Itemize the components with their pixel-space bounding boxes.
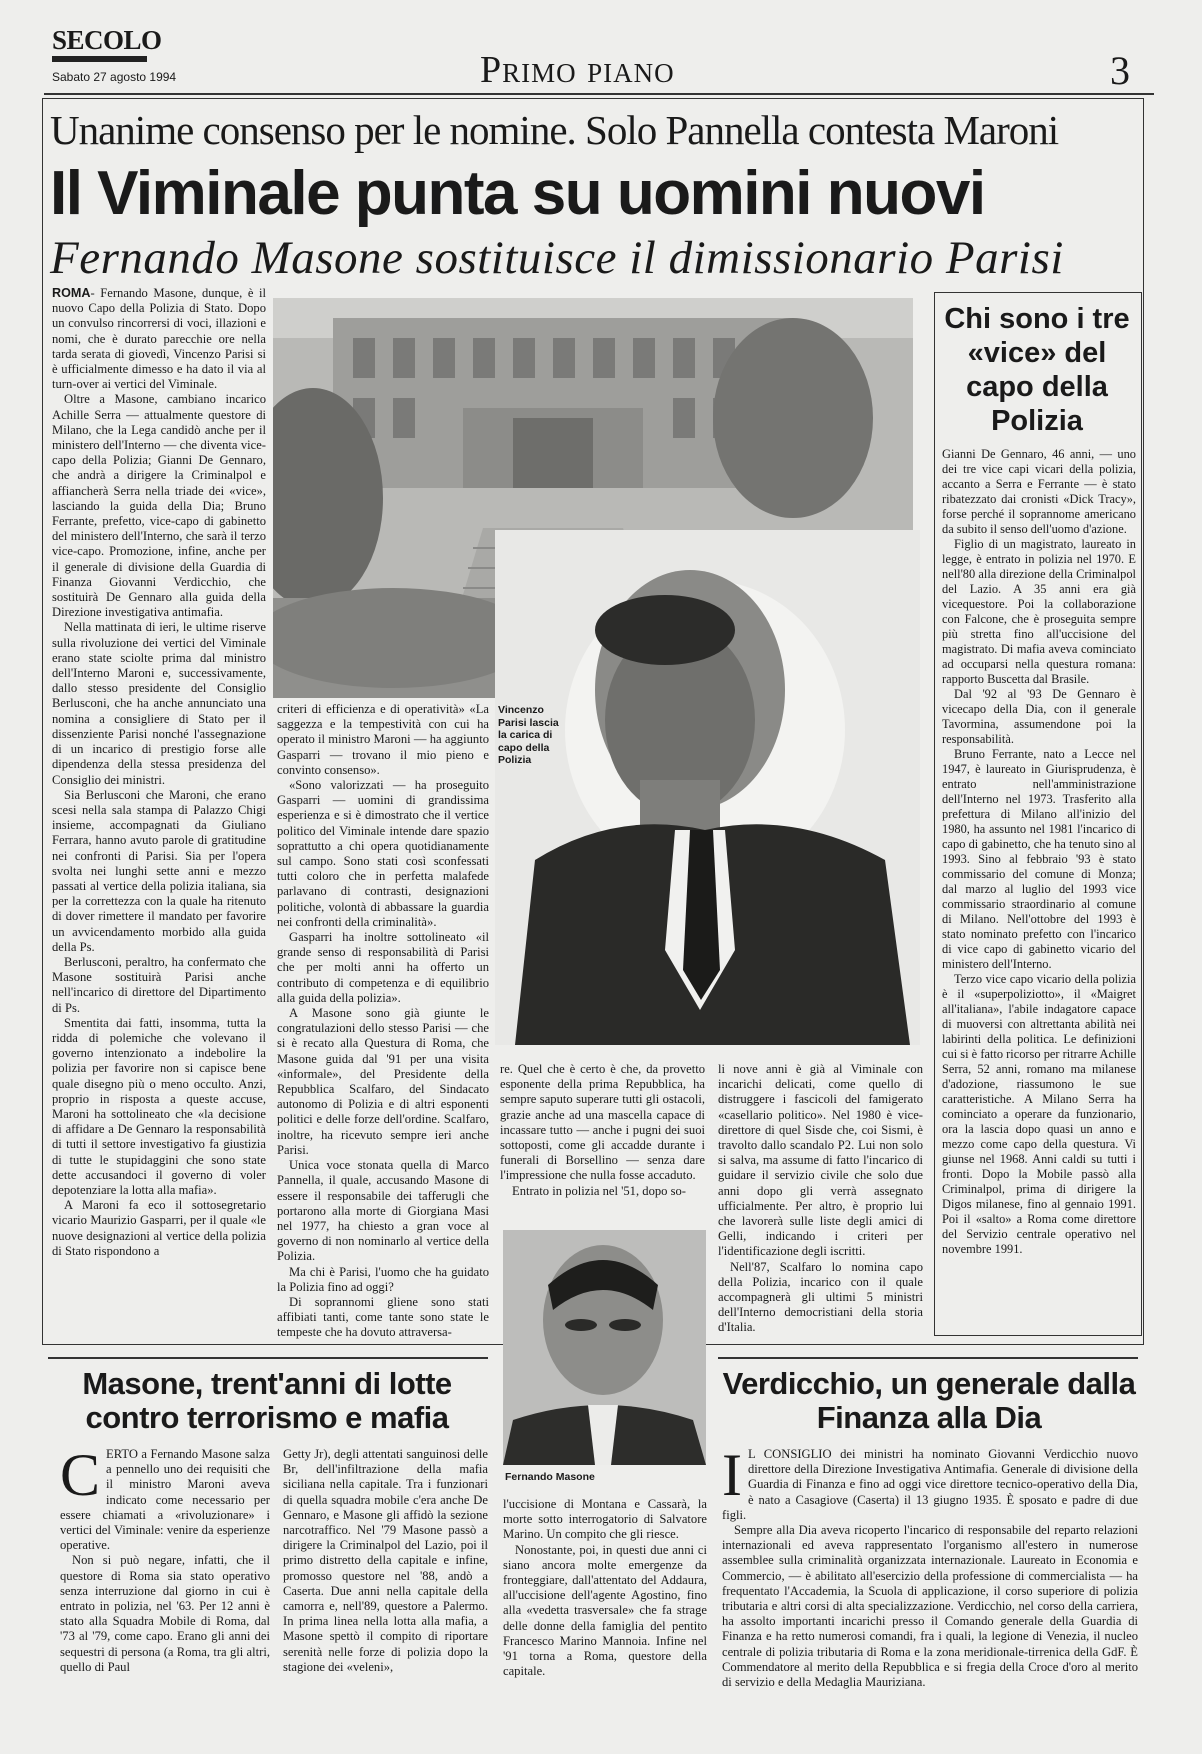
masone-col-2 — [283, 1447, 488, 1737]
main-col-3 — [500, 1062, 705, 1228]
page-number: 3 — [1110, 48, 1130, 93]
main-col1-para: Berlusconi, peraltro, ha confermato che Masone sostituirà Parisi anche nell'incarico di direttore del Dipartimento di Ps. — [52, 954, 266, 1015]
masone-photo-caption: Fernando Masone — [505, 1471, 595, 1483]
verdicchio-para: Sempre alla Dia aveva ricoperto l'incarico di responsabile del reparto relazioni internazionali ed aveva rappresentato l'organismo all'estero in numerose assemblee sulla criminalità organizzata internazionale. Laureato in Economia e Commercio, — è abilitato all'esercizio della professione di commercialista — ha frequentato l'Accademia, la Scuola di applicazione, il corso superiore di polizia tributaria e altri corsi di alta specializzazione. Verdicchio, nel corso della carriera, ha assolto importanti incarichi presso il Comando generale della Guardia di Finanza e ha retto numerosi comandi, fra i quali, la legione di Venezia, il nucleo centrale di polizia tributaria di Roma e la zona meridionale-tirrenica della GdF. È Commendatore al merito della Repubblica e si fregia della Croce d'oro al merito di servizio e della Medaglia Mauriziana. — [722, 1523, 1138, 1690]
verdicchio-divider — [718, 1357, 1138, 1359]
headline: Il Viminale punta su uomini nuovi — [50, 159, 985, 228]
issue-date: Sabato 27 agosto 1994 — [52, 70, 177, 84]
main-col3-para: re. Quel che è certo è che, da provetto esponente della prima Repubblica, ha sempre saputo superare tutti gli ostacoli, grazie anche ad una mascella capace di incassare tutto — anche i pugni dei suoi sottoposti, come gli accadde durante i funerali di Borsellino — senza dare l'impressione che nulla fosse accaduto. — [500, 1062, 705, 1183]
portrait-illustration — [495, 530, 920, 1045]
masone-col-3 — [503, 1497, 707, 1737]
verdicchio-article-title: Verdicchio, un generale dalla Finanza alla Dia — [722, 1366, 1136, 1435]
section-divider — [48, 1357, 488, 1359]
sidebar-para: Gianni De Gennaro, 46 anni, — uno dei tre vice capi vicari della polizia, accanto a Serra e Ferrante — è stato ribatezzato dai cronisti «Dick Tracy», forse perché il soprannome americano da subito il senso dell'uomo d'azione. — [942, 447, 1136, 536]
main-col2-para: Unica voce stonata quella di Marco Pannella, il quale, accusando Masone di essere il responsabile dei tafferugli che portarono alla morte di Giorgiana Masi nel 1977, ha chiesto a gran voce al governo di non nominarlo al vertice della Polizia. — [277, 1158, 489, 1264]
main-col2-para: Ma chi è Parisi, l'uomo che ha guidato la Polizia fino ad oggi? — [277, 1264, 489, 1294]
masone-col2-para: Getty Jr), degli attentati sanguinosi delle Br, dell'infiltrazione della mafia siciliana nella capitale. Tra i funzionari di quella squadra mobile c'era anche De Gennaro, e Masone gli affidò la sezione narcotraffico. Nel '79 Masone passò a dirigere la Criminalpol del Lazio, poi il primo distretto della capitale e infine, promosso questore nel '88, andò a Caserta. Due anni nella capitale della camorra e, nell'89, questore a Palermo. In prima linea nella lotta alla mafia, a Masone spettò il compito di riportare serenità nelle forze di polizia dopo la stagione dei «veleni», — [283, 1447, 488, 1674]
main-col1-para: Nella mattinata di ieri, le ultime riserve sulla rivoluzione dei vertici del Viminale erano state sciolte prima dal ministro dell'Interno Maroni e, successivamente, dallo stesso presidente del Consiglio Berlusconi, che ha anche annunciato una nomina a consigliere di Stato per il dissenziente Parisi nonché l'assegnazione di un incarico di prestigio forse alle dipendenza della stessa presidenza del Consiglio dei ministri. — [52, 620, 266, 787]
main-col1-para: Smentita dai fatti, insomma, tutta la ridda di polemiche che volevano il governo intenzionato a indebolire la polizia per favorire non si capisce bene quale disegno più o meno occulto. Anzi, proprio in risposta a queste accuse, Maroni ha sottolineato che «la decisione di affidare a De Gennaro la responsabilità di tutti il settore investigativo fa giustizia di tutte le stupidaggini che sono state dette accusandoci il governo di voler depotenziare la lotta alla mafia». — [52, 1015, 266, 1197]
kicker: Unanime consenso per le nomine. Solo Pannella contesta Maroni — [50, 107, 1059, 153]
sidebar-para: Figlio di un magistrato, laureato in legge, è entrato in polizia nel 1970. E nell'80 alla direzione della Criminalpol del Lazio. A 35 anni era già vicequestore. Poi la collaborazione con Falcone, che è proseguita sempre più stretta fino all'uccisione del magistrato. Di mafia aveva cominciato ad occuparsi nella questura romana: rapporto Buscetta dal Brasile. — [942, 537, 1136, 686]
sidebar-title: Chi sono i tre «vice» del capo della Polizia — [944, 303, 1130, 437]
verdicchio-para: I L CONSIGLIO dei ministri ha nominato Giovanni Verdicchio nuovo direttore della Direzione Investigativa Antimafia. Generale di divisione della Guardia di Finanza e fino ad oggi vice direttore tecnico-operativo della Dia, è nato a Casagiove (Caserta) il 13 giugno 1935. È sposato e padre di due figli. — [722, 1447, 1138, 1522]
sidebar-para: Bruno Ferrante, nato a Lecce nel 1947, è laureato in Giurisprudenza, è entrato nell'amministrazione dell'Interno nel 1973. Trasferito alla prefettura di Milano all'inizio del 1980, ha assunto nel 1981 l'incarico di capo di gabinetto, che ha tenuto sino al 1993. Sino al febbraio '93 è stato commissario del comune di Monza; dal marzo al luglio del 1993 vice commissario straordinario al comune di Milano. Nell'ottobre del 1993 è stato nominato prefetto con l'incarico di vice capo di gabinetto vicario del ministero dell'Interno. — [942, 747, 1136, 971]
main-col-4 — [718, 1062, 923, 1344]
verdicchio-body — [722, 1447, 1138, 1739]
main-col4-para: Nell'87, Scalfaro lo nomina capo della Polizia, incarico con il quale accompagnerà gli ultimi 5 ministri dell'Interno democristiani della storia d'Italia. — [718, 1259, 923, 1335]
masone-col1-para: Non si può negare, infatti, che il questore di Roma sia stato operativo senza interruzione dal giorno in cui è entrato in polizia, nel '63. Per 12 anni è stato alla Squadra Mobile di Roma, dal '73 al '79, come capo. Erano gli anni dei sequestri di persona (a Roma, tra gli altri, quello di Paul — [60, 1553, 270, 1674]
parisi-photo-caption: Vincenzo Parisi lascia la carica di capo della Polizia — [498, 704, 559, 766]
parisi-portrait-photo — [495, 530, 920, 1045]
main-col-2 — [277, 702, 489, 1348]
masone-col-1 — [60, 1447, 270, 1737]
main-col2-para: Gasparri ha inoltre sottolineato «il grande senso di responsabilità di Parisi che per molti anni ha offerto un contributo di competenza e di equilibrio alla guida della polizia». — [277, 930, 489, 1005]
main-col1-para: Oltre a Masone, cambiano incarico Achille Serra — attualmente questore di Milano, che la Lega candidò anche per il ministero dell'Interno — che diventa vice-capo della Polizia; Gianni De Gennaro, che andrà a dirigere la Criminalpol e affiancherà Serra nella triade dei «vice», lasciando la guida della Dia; Bruno Ferrante, prefetto, vice-capo di gabinetto del ministero dell'Interno, che sarà il terzo vice-capo. Promozione, infine, anche per il generale di divisione della Guardia di Finanza Giovanni Verdicchio, che sostituirà De Gennaro alla guida della Direzione investigativa antimafia. — [52, 392, 266, 620]
dateline: ROMA — [52, 286, 91, 300]
masone-col3-para: Nonostante, poi, in questi due anni ci siano ancora molte emergenze da fronteggiare, dall'attentato del Addaura, all'uccisione dell'agente Agostino, fino alla «vedetta trasversale» che fa strage delle donne della famiglia del pentito Francesco Marino Mannoia. Infine nel '91 torna a Roma, questore della capitale. — [503, 1542, 707, 1679]
main-col2-para: Di soprannomi gliene sono stati affibiati tanti, come tante sono state le tempeste che ha dovuto attraversa- — [277, 1294, 489, 1340]
masone-dropcap: C — [60, 1447, 101, 1508]
sidebar-para: Terzo vice capo vicario della polizia è il «superpoliziotto», il «Maigret all'italiana», l'abile indagatore capace di muoversi con altrettanta abilità nei labirinti della politica. Le definizioni cui si è fatto ricorso per ritrarre Achille Serra, 52 anni, romano ma milanese d'adozione, riassumono le sue caratteristiche. A Milano Serra ha cominciato a operare da funzionario, ora la lascia dopo quasi un anno e mezzo come capo della questura. Vi giunse nel 1968. Anni caldi su tutti i fronti. Dopo la Mobile passò alla Criminalpol, prima di dirigere la Digos milanese, fino al gennaio 1991. Poi il «salto» a Roma come direttore del Servizio centrale operativo nel novembre 1991. — [942, 972, 1136, 1256]
main-col2-para: A Masone sono già giunte le congratulazioni dello stesso Parisi — che si è recato alla Questura di Roma, che Masone guida dal '91 per una visita «informale», del Presidente della Repubblica Scalfaro, del Sindacato autonomo di Polizia e di altri esponenti politici e delle forze dell'ordine. Scalfaro, inoltre, ha ricevuto sempre ieri anche Parisi. — [277, 1006, 489, 1157]
masone-portrait-photo — [503, 1230, 706, 1465]
main-col1-para: ROMA- Fernando Masone, dunque, è il nuovo Capo della Polizia di Stato. Dopo un convulso rincorrersi di voci, illazioni e nomi, che è durato parecchie ore nella tarda serata di giovedì, Vincenzo Parisi si è ufficialmente dimesso e ha dato il via al turn-over ai vertici del Viminale. — [52, 286, 266, 392]
main-col1-para: A Maroni fa eco il sottosegretario vicario Maurizio Gasparri, per il quale «le nuove designazioni al vertice della polizia di Stato rispondono a — [52, 1198, 266, 1258]
sidebar-body — [942, 447, 1136, 1332]
main-col1-para: Sia Berlusconi che Maroni, che erano scesi nella sala stampa di Palazzo Chigi insieme, accompagnati da Giuliano Ferrara, hanno avuto parole di gratitudine nei confronti di Parisi. Sia per l'opera svolta nei lunghi sette anni e mezzo passati al vertice della polizia italiana, sia per la correttezza con la quale ha ritenuto di dover rimettere il mandato per favorire un avvicendamento morbido alla guida della Ps. — [52, 787, 266, 954]
masone-illustration — [503, 1230, 706, 1465]
masone-col1-para: CERTO a Fernando Masone salza a pennello uno dei requisiti che il ministro Maroni aveva indicato come necessario per essere chiamati a «rivoluzionare» i vertici del Viminale: venire da esperienze operative. — [60, 1447, 270, 1553]
subheadline: Fernando Masone sostituisce il dimissionario Parisi — [50, 232, 1064, 284]
main-col4-para: li nove anni è già al Viminale con incarichi delicati, come quello di distruggere i fascicoli del famigerato «casellario politico». Nel 1980 è vice-direttore di quel Sisde che, coi Sismi, è travolto dallo scandalo P2. Lui non solo si salva, ma assume di fatto l'incarico di guidare il servizio civile che solo due anni dopo gli verrà assegnato ufficialmente. Per altro, è proprio lui che lavorerà sulle liste degli amici di Gelli, indicando i criteri per l'identificazione degli iscritti. — [718, 1062, 923, 1259]
masthead-rule — [44, 93, 1154, 95]
verdicchio-dropcap: I — [722, 1447, 742, 1508]
newspaper-logo: SECOLO — [52, 26, 162, 62]
main-col2-para: «Sono valorizzati — ha proseguito Gasparri — uomini di grandissima esperienza e si è dimostrato che il vertice politico del Viminale intende dare spazio soprattutto a chi opera quotidianamente sul campo. Sono stati così sconfessati tutti coloro che in perfetta malafede parlavano di contrasti, designazioni politiche, volontà di abbassare la guardia nei confronti della criminalità». — [277, 778, 489, 929]
sidebar-para: Dal '92 al '93 De Gennaro è vicecapo della Dia, con il generale Tavormina, assumendone poi la responsabilità. — [942, 687, 1136, 746]
masone-article-title: Masone, trent'anni di lotte contro terrorismo e mafia — [82, 1366, 452, 1435]
main-col-1 — [52, 286, 266, 1351]
section-title: Primo piano — [480, 49, 675, 91]
main-col3-para: Entrato in polizia nel '51, dopo so- — [512, 1183, 687, 1198]
masone-col3-para: l'uccisione di Montana e Cassarà, la morte sotto interrogatorio di Salvatore Marino. Un compito che gli riesce. — [503, 1497, 707, 1542]
main-col2-para: criteri di efficienza e di operatività» «La saggezza e la tempestività con cui ha operato il ministro Maroni — ha aggiunto Gasparri — trovano il mio pieno e convinto consenso». — [277, 702, 489, 777]
